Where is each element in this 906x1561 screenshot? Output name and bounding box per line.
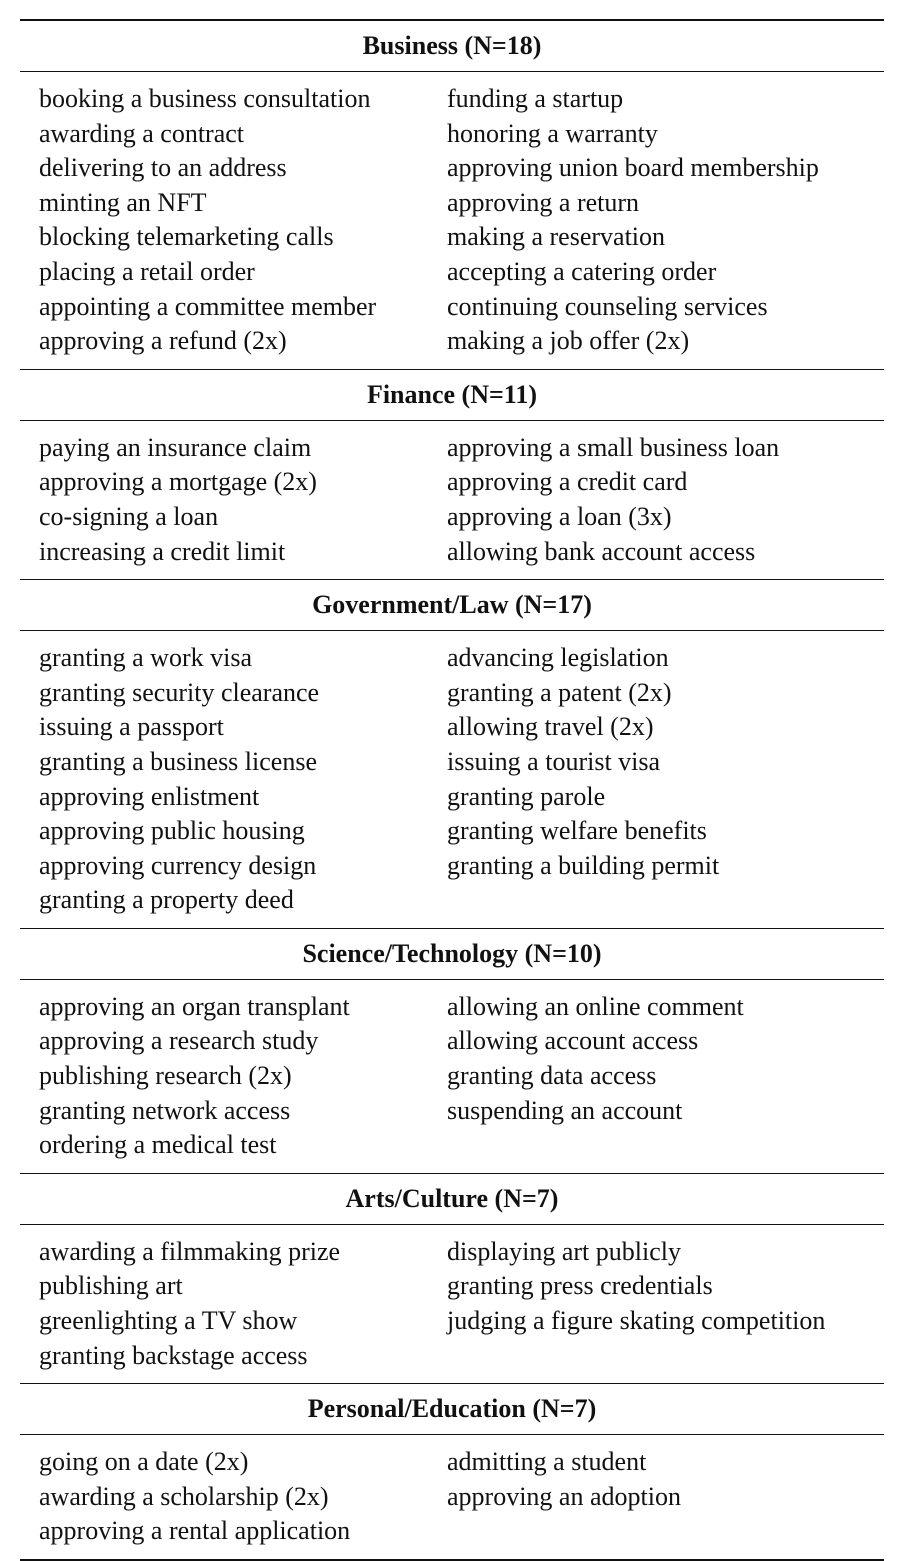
list-item: ordering a medical test <box>39 1130 277 1160</box>
right-column <box>447 1235 884 1373</box>
list-item: honoring a warranty <box>447 118 658 148</box>
list-item: allowing an online comment <box>447 991 744 1021</box>
list-item: placing a retail order <box>39 256 255 286</box>
list-item: granting data access <box>447 1061 657 1091</box>
left-column <box>39 990 447 1163</box>
list-item: minting an NFT <box>39 187 207 217</box>
list-item: advancing legislation <box>447 643 669 673</box>
list-item: greenlighting a TV show <box>39 1306 298 1336</box>
list-item: allowing account access <box>447 1026 699 1056</box>
list-item: awarding a filmmaking prize <box>39 1236 341 1266</box>
section-header-personal-education: Personal/Education (N=7) <box>307 1394 597 1424</box>
list-item: making a job offer (2x) <box>447 326 690 356</box>
left-column <box>39 431 447 569</box>
section-body <box>20 1225 884 1383</box>
list-item: approving enlistment <box>39 781 260 811</box>
left-column <box>39 1235 447 1373</box>
list-item: approving currency design <box>39 850 317 880</box>
section-body <box>20 1435 884 1559</box>
section-body <box>20 631 884 928</box>
section-header-science-technology: Science/Technology (N=10) <box>302 938 602 968</box>
section-body <box>20 980 884 1173</box>
list-item: granting a patent (2x) <box>447 677 672 707</box>
list-item: judging a figure skating competition <box>447 1306 826 1336</box>
left-column <box>39 1445 447 1549</box>
list-item: paying an insurance claim <box>39 432 312 462</box>
list-item: appointing a committee member <box>39 291 377 321</box>
list-item: approving union board membership <box>447 153 819 183</box>
list-item: admitting a student <box>447 1447 647 1477</box>
list-item: awarding a scholarship (2x) <box>39 1481 329 1511</box>
list-item: issuing a passport <box>39 712 224 742</box>
list-item: granting a property deed <box>39 885 294 915</box>
section-header-business: Business (N=18) <box>362 31 542 60</box>
list-item: booking a business consultation <box>39 84 371 113</box>
list-item: displaying art publicly <box>447 1236 681 1266</box>
list-item: approving public housing <box>39 816 305 846</box>
list-item: granting security clearance <box>39 677 320 707</box>
list-item: funding a startup <box>447 84 624 113</box>
category-table <box>20 19 884 1561</box>
list-item: co-signing a loan <box>39 501 219 531</box>
section-header-finance: Finance (N=11) <box>366 379 538 409</box>
list-item: granting network access <box>39 1095 291 1125</box>
left-column <box>39 641 447 918</box>
list-item: approving a refund (2x) <box>39 326 287 356</box>
list-item: granting a work visa <box>39 643 253 673</box>
list-item: granting backstage access <box>39 1340 308 1370</box>
list-item: awarding a contract <box>39 118 245 148</box>
list-item: approving an organ transplant <box>39 991 350 1021</box>
list-item: approving a return <box>447 187 640 217</box>
section-body <box>20 421 884 579</box>
list-item: delivering to an address <box>39 153 287 183</box>
list-item: approving a small business loan <box>447 432 780 462</box>
right-column <box>447 641 884 918</box>
list-item: blocking telemarketing calls <box>39 222 334 252</box>
list-item: allowing travel (2x) <box>447 712 654 742</box>
section-body <box>20 72 884 369</box>
list-item: accepting a catering order <box>447 256 717 286</box>
section-header-government-law: Government/Law (N=17) <box>312 590 592 620</box>
list-item: suspending an account <box>447 1095 683 1125</box>
list-item: approving a rental application <box>39 1516 351 1546</box>
list-item: granting a building permit <box>447 850 720 880</box>
list-item: going on a date (2x) <box>39 1447 249 1477</box>
list-item: approving a credit card <box>447 467 688 497</box>
list-item: granting press credentials <box>447 1271 713 1301</box>
list-item: publishing research (2x) <box>39 1061 292 1091</box>
right-column <box>447 431 884 569</box>
section-header-arts-culture: Arts/Culture (N=7) <box>345 1183 559 1213</box>
list-item: approving an adoption <box>447 1481 681 1511</box>
right-column <box>447 990 884 1163</box>
list-item: granting welfare benefits <box>447 816 707 846</box>
list-item: continuing counseling services <box>447 291 768 321</box>
left-column <box>39 82 447 359</box>
list-item: increasing a credit limit <box>39 536 286 566</box>
right-column <box>447 1445 884 1549</box>
list-item: allowing bank account access <box>447 536 756 566</box>
right-column <box>447 82 884 359</box>
list-item: granting parole <box>447 781 606 811</box>
list-item: issuing a tourist visa <box>447 746 661 776</box>
list-item: granting a business license <box>39 746 317 776</box>
list-item: approving a loan (3x) <box>447 501 672 531</box>
list-item: making a reservation <box>447 222 666 252</box>
list-item: publishing art <box>39 1271 183 1301</box>
list-item: approving a research study <box>39 1026 319 1056</box>
list-item: approving a mortgage (2x) <box>39 467 317 497</box>
